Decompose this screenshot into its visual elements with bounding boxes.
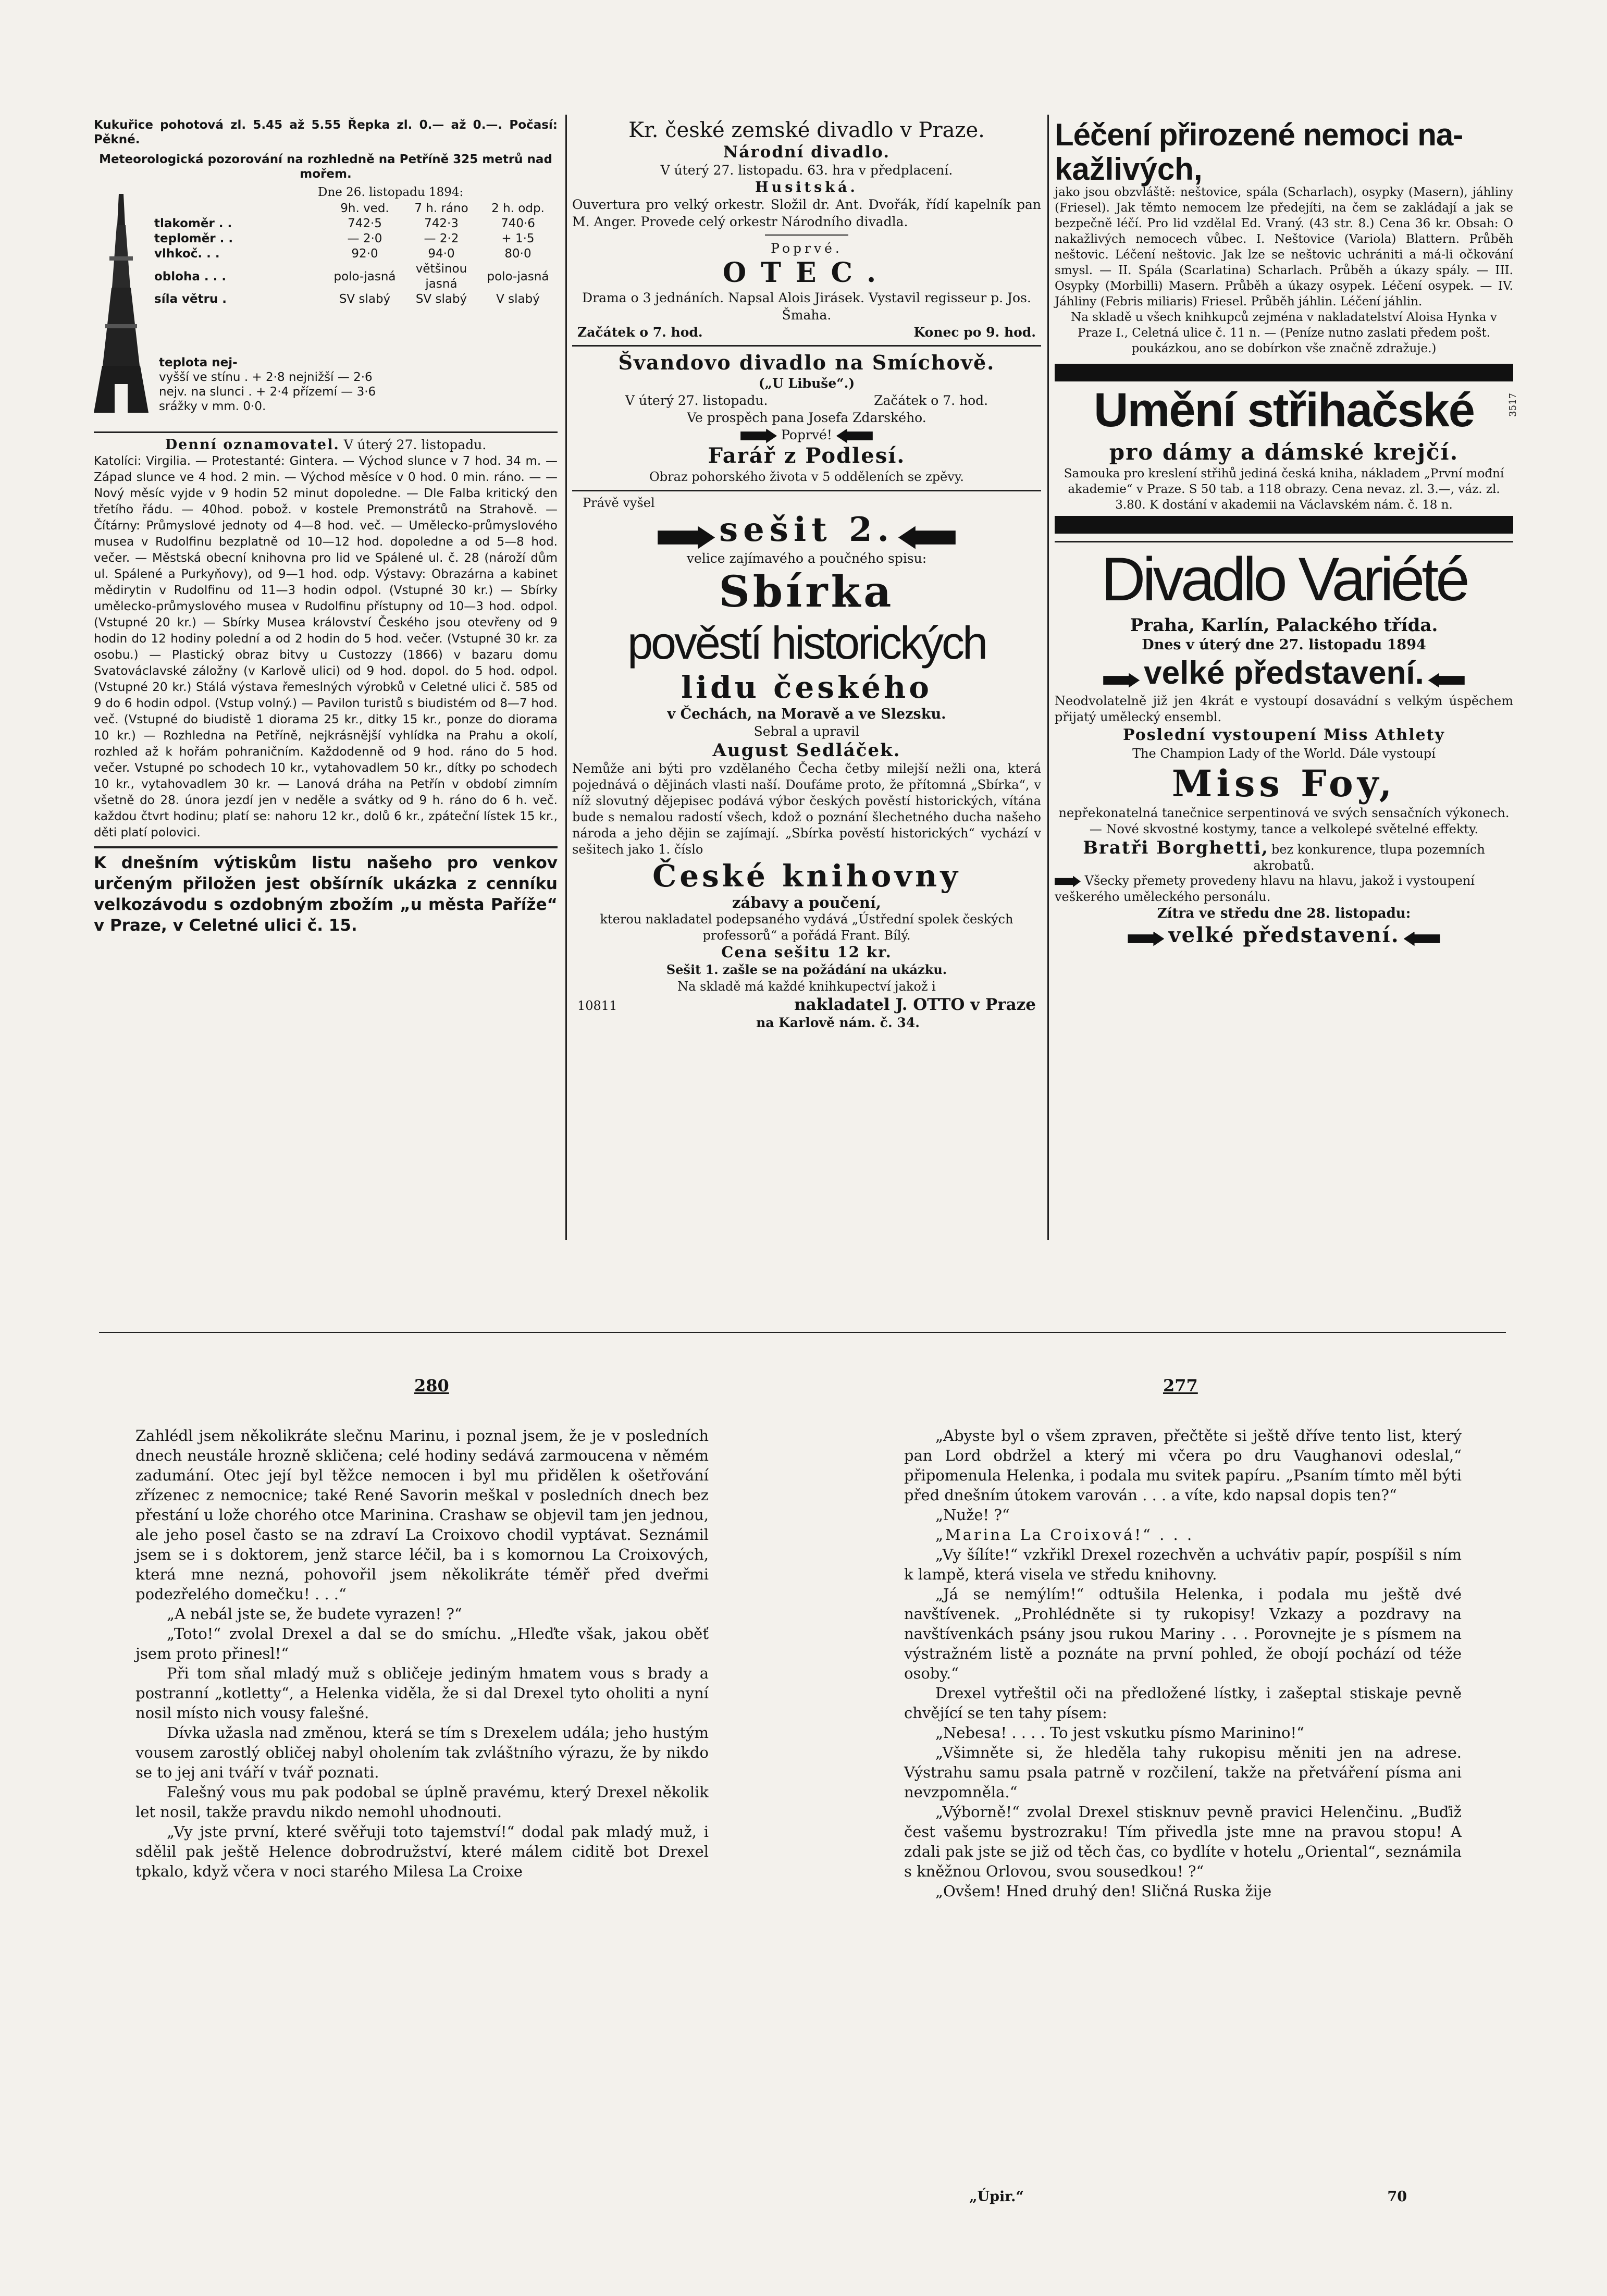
book-kterou: kterou nakladatel podepsaného vydává „Ústřední spolek českých professorů“ a pořádá Frant. Bílý. xyxy=(600,912,1013,943)
variete-zitra-line xyxy=(1055,922,1513,948)
variete-text-1: Neodvolatelně již jen 4krát e vystoupí dosavádní s velkým úspěchem přijatý umělecký ensembl. xyxy=(1055,694,1513,724)
nd-end: Konec po 9. hod. xyxy=(913,325,1036,340)
book-sesit: sešit 2. xyxy=(719,510,894,549)
meteo-row: obloha . . . polo-jasná většinou jasná polo-jasná xyxy=(154,262,549,291)
novel-paragraph: „Nuže! ?“ xyxy=(935,1506,1010,1524)
lec-text: jako jsou obzvláště: neštovice, spála (Scharlach), osypky (Masern), jáhliny (Friesel). Jak těmto nemocem lze předejíti, na čem se zakládají a jak se bezpečně léčí. Pro lid vzdělal Ed. Vraný. (43 str. 8.) Cena 36 kr. Obsah: O nakažlivých nemocech vůbec. I. Neštovice (Variola) Blattern. Průběh neštovic. Léčení neštovic. Jak lze se neštovic uchrániti a má-li očkování smysl. — II. Spála (Scarlatina) Scharlach. Průběh a úkazy spály. — III. Osypky (Morbilli) Masern. Průběh a úkazy osypek. Léčení osypek. — IV. Jáhliny (Febris miliaris) Friesel. Průběh jáhlin. Léčení jáhlin. xyxy=(1055,186,1513,308)
variete-title: Divadlo Variété xyxy=(1101,545,1467,614)
variete-borghetti-row xyxy=(1055,837,1513,873)
novel-footer xyxy=(969,2189,1407,2205)
sv-play-text: Obraz pohorského života v 5 odděleních se zpěvy. xyxy=(649,470,964,484)
temp-title: teplota nej- xyxy=(159,356,238,369)
petrin-tower-icon xyxy=(94,194,149,413)
nd-play-text: Drama o 3 jednáních. Napsal Alois Jirásek. Vystavil regisseur p. Jos. Šmaha. xyxy=(582,290,1031,323)
nd-subheading: Národní divadlo. xyxy=(723,143,891,162)
meteo-col-header: 9h. ved. xyxy=(340,202,389,215)
book-sbirka: Sbírka xyxy=(719,567,895,617)
book-sesit1: Sešit 1. zašle se na požádání na ukázku. xyxy=(666,962,947,977)
denni-title: Denní oznamovatel. xyxy=(165,437,340,453)
sv-times xyxy=(572,392,1041,409)
sv-premiere-line xyxy=(572,426,1041,443)
umeni-side-number: 3517 xyxy=(1507,393,1518,417)
book-nasklade: Na skladě má každé knihkupectví jakož i xyxy=(677,979,936,994)
pointing-hand-icon xyxy=(898,526,956,549)
lec-heading-row xyxy=(1055,152,1513,187)
book-sesit-line xyxy=(572,510,1041,550)
variete-zitra: Zítra ve středu dne 28. listopadu: xyxy=(1157,906,1411,921)
rule xyxy=(572,345,1041,347)
novel-right-page xyxy=(904,1426,1462,2176)
variete-miss-foy: Miss Foy, xyxy=(1171,762,1396,805)
novel-title-footer: „Úpir.“ xyxy=(969,2189,1024,2205)
variete-vsechny: Všecky přemety provedeny hlavu na hlavu, jakož i vystoupení veškerého uměleckého personálu. xyxy=(1055,873,1475,904)
variete-borg-text: bez konkurence, tlupa pozemních akrobatů. xyxy=(1253,842,1485,873)
sv-premiere: Poprvé! xyxy=(781,427,832,442)
variete-date: Dnes v úterý dne 27. listopadu 1894 xyxy=(1142,637,1426,653)
book-sebral: Sebral a upravil xyxy=(753,724,860,739)
page-divider xyxy=(99,1332,1506,1333)
novel-paragraph: „Vy jste první, které svěřuji toto tajemství!“ dodal pak mladý muž, i sdělil pak ještě Helence dobrodružství, které málem ciditě bot Drexel tpkalo, když včera v noci starého Milesa La Croixe xyxy=(135,1823,709,1880)
novel-paragraph: „Vy šílíte!“ vzkřikl Drexel rozechvěn a uchvátiv papír, pospíšil s ním k lampě, která visela ve středu knihovny. xyxy=(904,1546,1462,1583)
umeni-banner-top xyxy=(1055,364,1513,381)
denni-text: Katolíci: Virgilia. — Protestanté: Gintera. — Východ slunce v 7 hod. 34 m. — Západ slunce ve 4 hod. 2 min. — Východ měsíce v 0 hod. 0 min. ráno. — — Nový měsíc vyjde v 9 hodin 52 minut dopoledne. — Dle Falba kritický den třetího řádu. — 40hod. pobož. v kostele Premonstrátů na Strahově. — Čítárny: Průmyslové jednoty od 4—8 hod. več. — Umělecko-průmyslového musea v Rudolfinu bezplatně od 10—12 hod. dopoledne a od 5—8 hod. večer. — Městská obecní knihovna pro lid ve Spálené ul. č. 28 (nároží dům ul. Spálené a Purkyňovy), od 9—1 hod. odp. Výstavy: Obrazárna a kabinet mědirytin v Rudolfinu od 11—3 hodin odpol. (Vstupné 30 kr.) — Sbírky umělecko-průmyslového musea v Rudolfinu přístupny od 10—3 hod. odpol. (Vstupné 20 kr.) — Sbírky Musea království Českého jsou otevřeny od 9 hodin do 12 hodiny polední a od 2 hodin do 5 hod. večer. (Vstupné 30 kr. za osobu.) — Plastický obraz bitvy u Custozzy (1866) v bazaru domu Svatováclavské záložny (v Karlově ulici) od 9 hod. dopol. do 5 hod. odpol. (Vstupné 20 kr.) Stálá výstava řemeslných výrobků v Celetné ulici č. 585 od 9 do 6 hodin odpol. (Vstup volný.) — Pavilon turistů s biudistém od 8—7 hod. več. (Vstupné do biudistě 1 diorama 25 kr., ditky 15 kr., ponze do diorama 10 kr.) — Rozhledna na Petříně, nejkrásnější vyhlídka na Prahu a okolí, rozhled až k hořám pohraničním. Každodenně od 9 hod. ráno do 5 hod. večer. Vstupné po schodech 10 kr., vytahovadlem 50 kr., dítky po schodech 10 kr., vytahovadlem 30 kr. — Lanová dráha na Petřín v období zimním všetně do 28. února jezdí jen v neděle a svátky od 9 h. ráno do 6 h. več. každou čtvrt hodinu; platí se: nahoru 12 kr., dolů 6 kr., zpáteční lístek 15 kr., děti platí polovici. xyxy=(94,454,558,840)
pointing-hand-icon xyxy=(658,526,715,549)
market-report: Kukuřice pohotová zl. 5.45 až 5.55 Řepka zl. 0.— až 0.—. Počasí: Pěkné. xyxy=(94,118,558,146)
book-velice: velice zajímavého a poučného spisu: xyxy=(686,551,927,566)
meteo-col-header: 2 h. odp. xyxy=(491,202,545,215)
nd-play-title: OTEC. xyxy=(722,257,891,289)
book-author: August Sedláček. xyxy=(712,740,901,761)
page-number-right: 277 xyxy=(1163,1376,1198,1396)
svandovo-heading: Švandovo divadlo na Smíchově. xyxy=(618,351,995,374)
variete-last: Poslední vystoupení Miss Athlety xyxy=(1123,726,1445,744)
book-ceske-knihovny: České knihovny xyxy=(652,858,961,894)
sv-benefit: Ve prospěch pana Josefa Zdarského. xyxy=(687,410,926,425)
meteo-row: vlhkoč. . . 92·0 94·0 80·0 xyxy=(154,247,531,261)
nd-heading: Kr. české zemské divadlo v Praze. xyxy=(628,118,985,142)
column-rule-2 xyxy=(1047,115,1049,1240)
nd-premiere: Poprvé. xyxy=(771,241,843,256)
variete-borghetti: Bratři Borghetti, xyxy=(1083,837,1269,858)
variete-vsechny-row xyxy=(1055,873,1513,905)
meteo-row: tlakoměr . . 742·5 742·3 740·6 xyxy=(154,217,535,230)
rule xyxy=(1055,541,1513,542)
lec-heading-1: Léčení přirozené nemoci na- xyxy=(1055,117,1463,152)
variete-address: Praha, Karlín, Palackého třída. xyxy=(1130,615,1438,636)
novel-paragraph: „Všimněte si, že hleděla tahy rukopisu měniti jen na adrese. Výstrahu samu psala patrně v rozčilení, takže na přetváření písma ani nevzpomněla.“ xyxy=(904,1744,1462,1801)
pointing-hand-icon xyxy=(1428,673,1465,688)
book-zabavy: zábavy a poučení, xyxy=(732,894,882,911)
novel-paragraph: „Marina La Croixová!“ . . . xyxy=(935,1526,1194,1544)
sv-start: Začátek o 7. hod. xyxy=(874,393,988,408)
nd-date-line: V úterý 27. listopadu. 63. hra v předplacení. xyxy=(660,163,953,178)
variete-foy-text: nepřekonatelná tanečnice serpentinová ve svých sensačních výkonech. — Nové skvostné kostymy, tance a velkolepé světelné effekty. xyxy=(1058,806,1510,836)
nd-start: Začátek o 7. hod. xyxy=(577,325,703,340)
pointing-hand-icon xyxy=(1128,932,1164,946)
novel-paragraph: „Výborně!“ zvolal Drexel stisknuv pevně pravici Helenčinu. „Buďiž čest vašemu bystrozraku! Tím přivedla jste mne na pravou stopu! A zdali pak jste se již od těch čas, co bydlíte v hotelu „Oriental“, seznámila s kněžnou Orlovou, svou sousedkou! ?“ xyxy=(904,1803,1462,1880)
temp-row: nejv. na slunci . + 2·4 přízemí — 3·6 xyxy=(159,385,376,399)
book-publisher: nakladatel J. OTTO v Praze xyxy=(794,995,1036,1014)
supplement-notice: K dnešním výtiskům listu našeho pro venkov určeným přiložen jest obšírník ukázka z cenníku velkozávodu s ozdobným zbožím „u města Paříže“ v Praze, v Celetné ulici č. 15. xyxy=(94,854,558,935)
page-number-left: 280 xyxy=(414,1376,449,1396)
novel-paragraph: Zahlédl jsem několikráte slečnu Marinu, i poznal jsem, že je v posledních dnech neustále hrozně skličena; celé hodiny sedává zarmoucena v němém zadumání. Otec její byl těžce nemocen i byl mu přidělen k ošetřování zřízenec z nemocnice; také René Savorin meškal v posledních dnech bez přestání u lože chorého otce Marinina. Crashaw se objevil tam jen jednou, ale jeho posel často se na zdraví La Croixovo chodil vyptávat. Seznámil jsem se i s doktorem, jenž starce léčil, ba i s komornou La Croixových, která mne nezná, pohovořil jsem několikráte téměř před dveřmi podezřelého domečku! . . .“ xyxy=(135,1427,709,1603)
novel-paragraph: Falešný vous mu pak podobal se úplně pravému, který Drexel několik let nosil, takže pravdu nikdo nemohl uhodnouti. xyxy=(135,1783,709,1821)
meteo-title: Meteorologická pozorování na rozhledně na Petříně 325 metrů nad mořem. xyxy=(99,153,552,181)
meteo-row: teploměr . . — 2·0 — 2·2 + 1·5 xyxy=(154,232,535,245)
denni-header xyxy=(94,436,558,453)
svandovo-sub: („U Libuše“.) xyxy=(758,376,855,391)
novel-paragraph: „Já se nemýlím!“ odtušila Helenka, i podala mu ještě dvé navštívenek. „Prohlédněte si ty rukopisy! Vzkazy a pozdravy na navštívenkách psány jsou rukou Mariny . . . Porovnejte je s písmem na výstražném listě a poznáte na první pohled, že obojí pochází od téže osoby.“ xyxy=(904,1585,1462,1682)
pointing-hand-icon xyxy=(1055,876,1081,887)
sv-play-title: Farář z Podlesí. xyxy=(708,443,906,468)
book-lidu: lidu českého xyxy=(681,670,932,705)
book-number: 10811 xyxy=(577,998,617,1013)
book-address: na Karlově nám. č. 34. xyxy=(756,1015,920,1030)
umeni-sub: pro dámy a dámské krejčí. xyxy=(1109,439,1459,465)
meteo-row: síla větru . SV slabý SV slabý V slabý xyxy=(154,292,540,306)
variete-champion: The Champion Lady of the World. Dále vystoupí xyxy=(1132,746,1436,761)
meteo-block xyxy=(94,183,558,428)
pointing-hand-icon xyxy=(1103,673,1140,688)
book-cena: Cena sešitu 12 kr. xyxy=(721,943,892,961)
column-right xyxy=(1055,117,1518,1243)
book-text: Nemůže ani býti pro vzdělaného Čecha četby milejší nežli ona, která pojednává o dějinách vlasti naší. Doufáme proto, že přítomná „Sbírka“, v níž slovutný dějepisec podává výbor českých pověstí historických, vítána bude s nemalou radostí všech, kdož o poznání šlechetného ducha našeho národa a jeho dějin se zajímají. „Sbírka pověstí historických“ vychází v sešitech jako 1. číslo xyxy=(572,761,1041,857)
novel-left-page xyxy=(135,1426,709,2176)
meteo-table xyxy=(151,201,552,307)
rule xyxy=(94,431,558,433)
umeni-text: Samouka pro kreslení střihů jediná česká kniha, nákladem „První mođní akademie“ v Praze. S 50 tab. a 118 obrazy. Cena nevaz. zl. 3.—, váz. zl. 3.80. K dostání v akademii na Václavském nám. č. 18 n. xyxy=(1064,467,1504,512)
sheet-number: 70 xyxy=(1387,2189,1407,2205)
umeni-banner-bottom xyxy=(1055,516,1513,534)
novel-paragraph: „Nebesa! . . . . To jest vskutku písmo Marinino!“ xyxy=(935,1724,1304,1742)
variete-big-line xyxy=(1055,653,1513,693)
book-publisher-line xyxy=(572,995,1041,1014)
umeni-heading-row xyxy=(1055,381,1518,439)
rule xyxy=(94,846,558,848)
novel-paragraph: „Ovšem! Hned druhý den! Sličná Ruska žije xyxy=(935,1882,1272,1900)
nd-piece-title: Husitská. xyxy=(755,179,858,195)
variete-big: velké představení. xyxy=(1144,655,1424,691)
sv-date: V úterý 27. listopadu. xyxy=(625,393,768,408)
lec-heading-2: kažlivých, xyxy=(1055,152,1203,187)
novel-paragraph: „Abyste byl o všem zpraven, přečtěte si ještě dříve tento list, který pan Lord obdržel a který mi včera po dru Vaughanovi odeslal,“ připomenula Helenka, i podala mu svitek papíru. „Psaním tímto měl býti před dnešním útokem varován . . . a víte, kdo napsal dopis ten?“ xyxy=(904,1427,1462,1504)
book-pravevysel: Právě vyšel xyxy=(583,496,655,510)
variete-zitra-big: velké představení. xyxy=(1168,923,1400,947)
column-rule-1 xyxy=(565,115,567,1240)
meteo-date: Dne 26. listopadu 1894: xyxy=(318,186,464,199)
pointing-hand-icon xyxy=(1404,932,1440,946)
book-povesti: pověstí historických xyxy=(627,617,986,669)
pointing-hand-icon xyxy=(740,429,777,443)
novel-paragraph: „A nebál jste se, že budete vyrazen! ?“ xyxy=(167,1605,462,1623)
denni-date: V úterý 27. listopadu. xyxy=(343,437,487,452)
book-regions: v Čechách, na Moravě a ve Slezsku. xyxy=(667,706,946,722)
rule xyxy=(572,490,1041,491)
novel-paragraph: Dívka užasla nad změnou, která se tím s Drexelem udála; jeho hustým vousem zarostlý obličej nabyl oholením tak zvláštního výrazu, že by nikdo se to jej ani tváří v tvář poznati. xyxy=(135,1724,709,1781)
novel-paragraph: „Toto!“ zvolal Drexel a dal se do smíchu. „Hleďte však, jakou oběť jsem proto přinesl!“ xyxy=(135,1625,709,1662)
nd-times xyxy=(572,324,1041,341)
temp-row: vyšší ve stínu . + 2·8 nejnižší — 2·6 xyxy=(159,371,373,384)
temp-row: srážky v mm. 0·0. xyxy=(159,400,266,413)
rule xyxy=(765,234,848,236)
lec-stock: Na skladě u všech knihkupců zejména v nakladatelství Aloisa Hynka v Praze I., Celetná ulice č. 11 n. — (Peníze nutno zaslati předem pošt. poukázkou, ano se dobírkon vše značně zdražuje.) xyxy=(1071,311,1497,355)
nd-text: Ouvertura pro velký orkestr. Složil dr. Ant. Dvořák, řídí kapelník pan M. Anger. Provede celý orkestr Národního divadla. xyxy=(572,197,1041,229)
novel-paragraph: Drexel vytřeštil oči na předložené lístky, i zašeptal stiskaje pevně chvějící se ten tahy písem: xyxy=(904,1684,1462,1722)
column-left xyxy=(94,118,558,1243)
temp-block xyxy=(159,355,376,414)
column-middle xyxy=(572,118,1041,1243)
pointing-hand-icon xyxy=(836,429,873,443)
meteo-col-header: 7 h. ráno xyxy=(414,202,468,215)
novel-paragraph: Při tom sňal mladý muž s obličeje jediným hmatem vous s brady a postranní „kotletty“, a Helenka viděla, že si dal Drexel tyto oholiti a nyní nosil místo nich vousy falešné. xyxy=(135,1664,709,1722)
umeni-heading: Umění střihačské xyxy=(1094,384,1474,437)
